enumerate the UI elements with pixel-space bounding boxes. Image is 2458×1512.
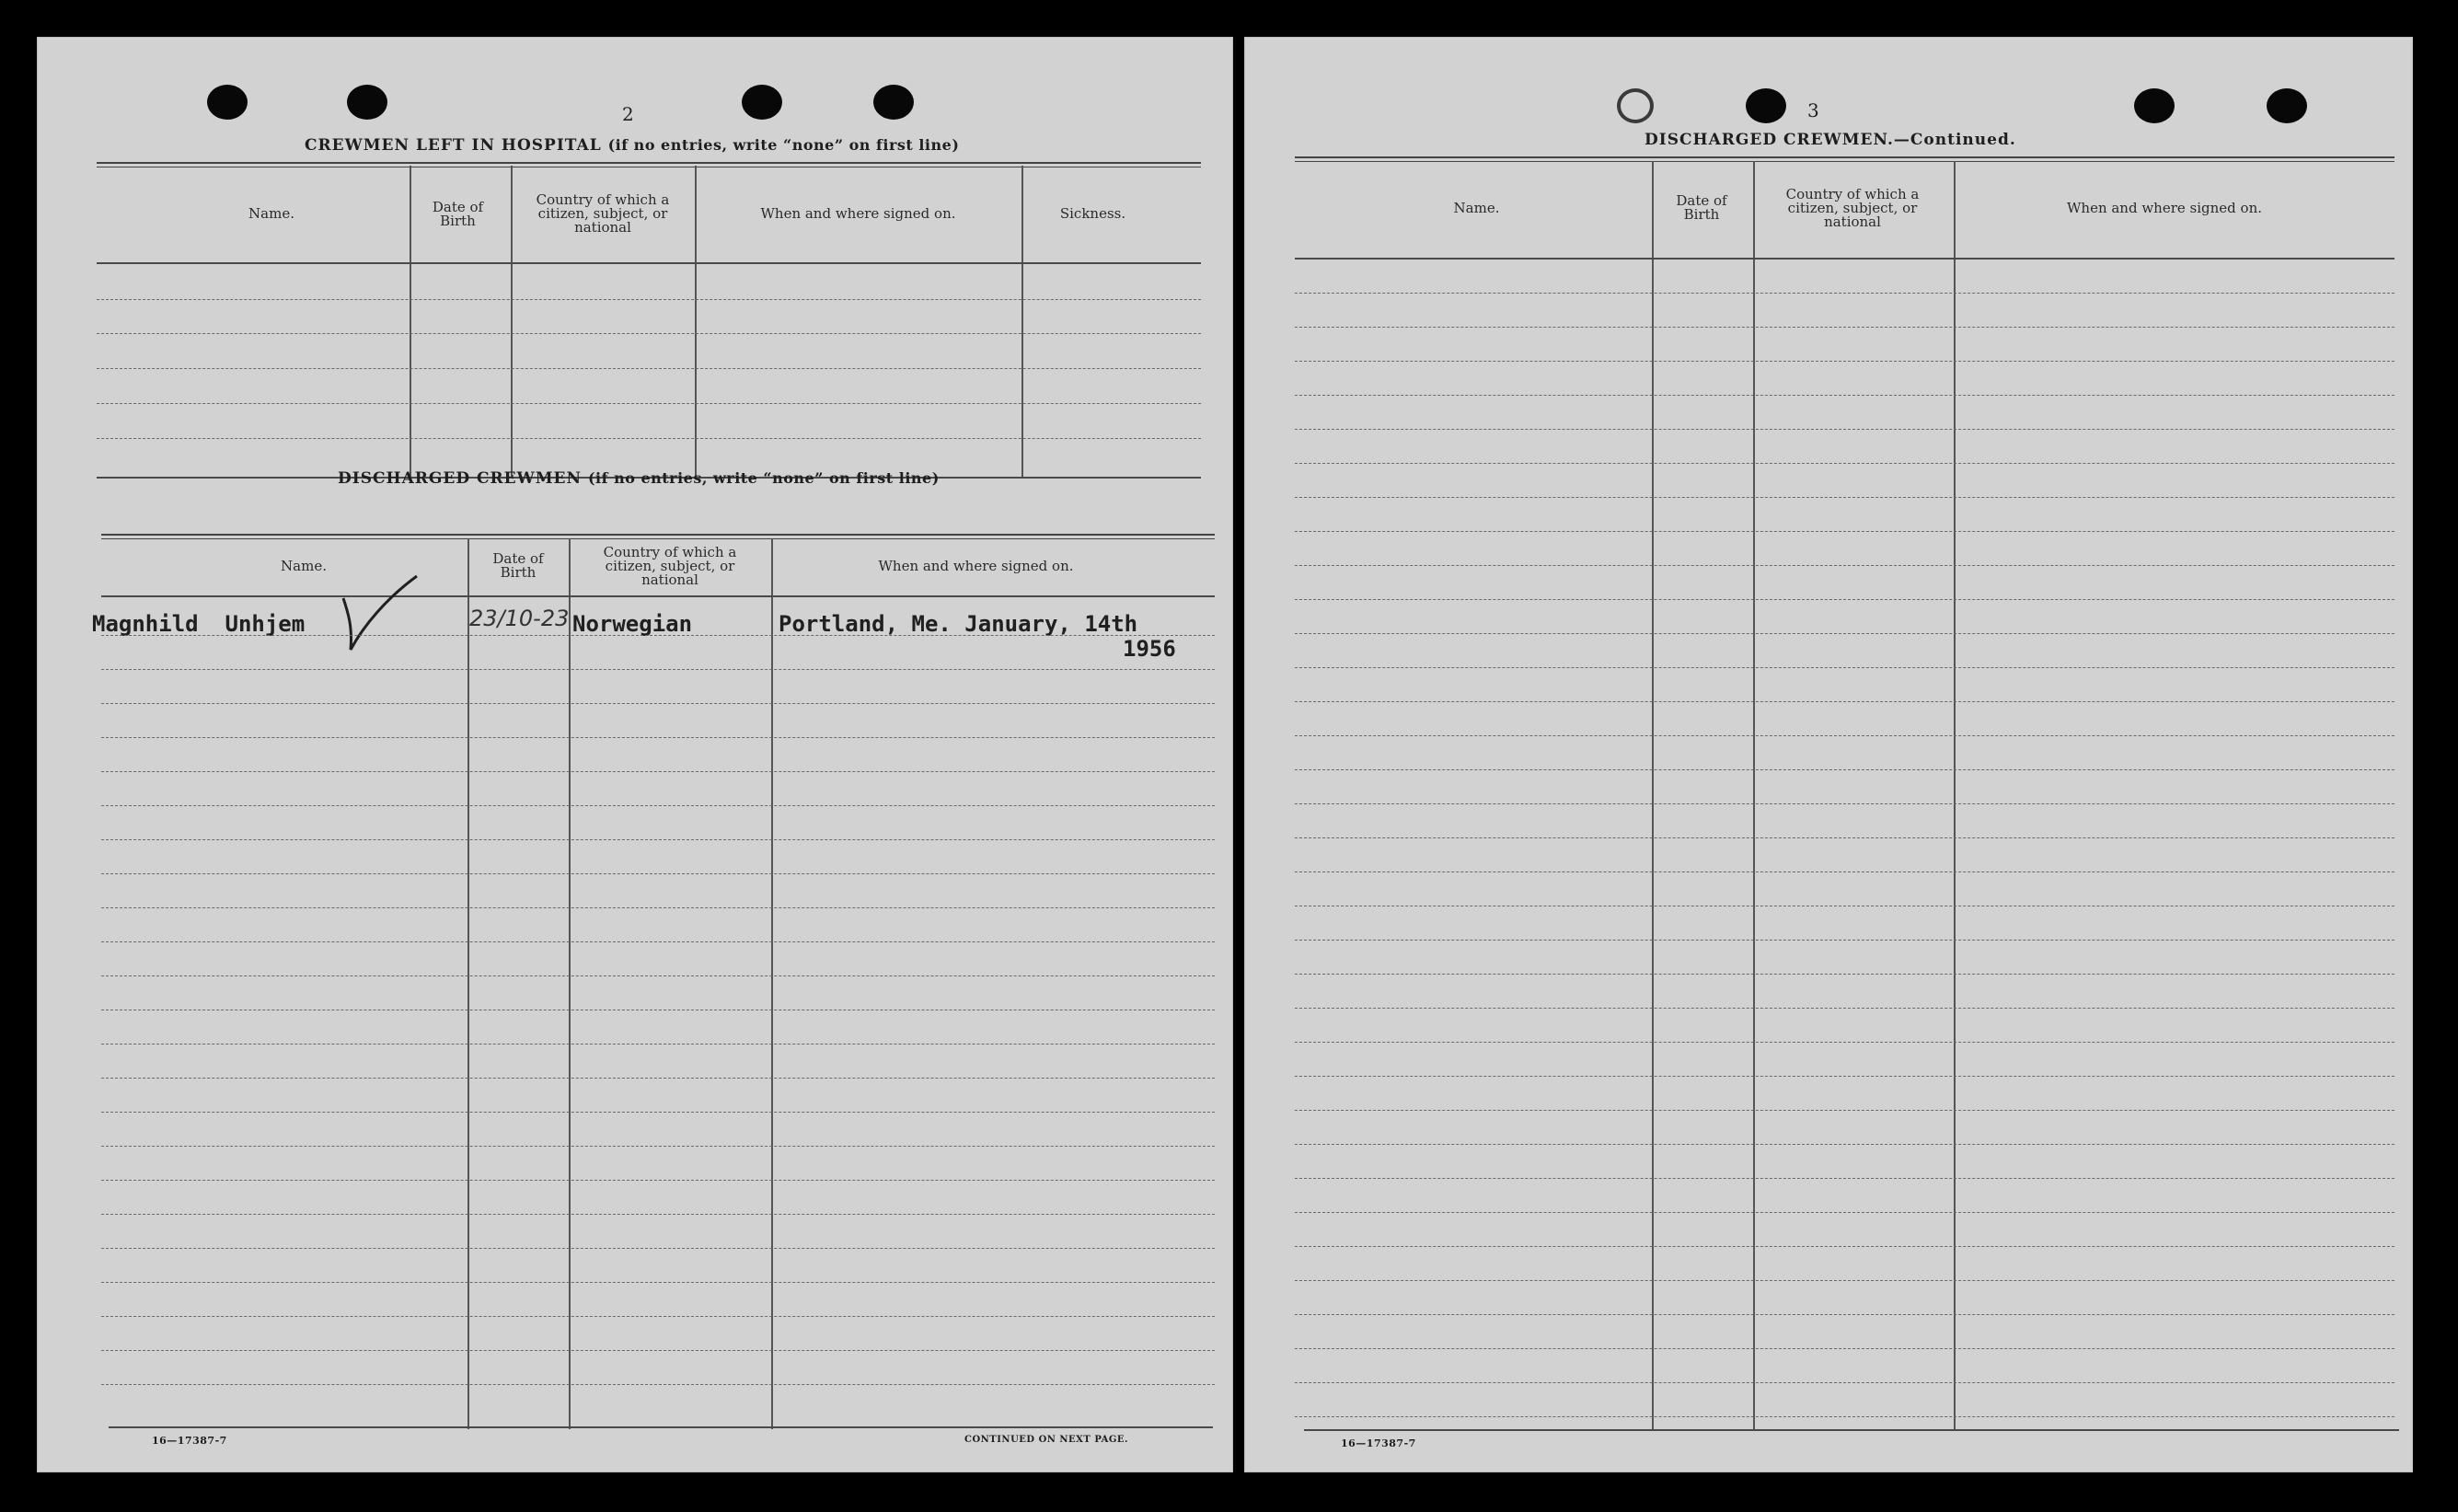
dotted-line xyxy=(1295,974,2395,975)
punch-hole xyxy=(2134,88,2175,123)
dotted-line xyxy=(101,737,1215,738)
punch-hole xyxy=(1617,88,1654,123)
hospital-note: (if no entries, write “none” on first line) xyxy=(607,136,960,154)
page-number: 2 xyxy=(622,103,634,125)
dotted-line xyxy=(1295,463,2395,464)
crewman-name: Magnhild Unhjem xyxy=(92,611,306,637)
col-divider xyxy=(1753,161,1755,1431)
dotted-line xyxy=(1295,1212,2395,1213)
hospital-section-title xyxy=(305,136,959,155)
dotted-line xyxy=(101,1214,1215,1215)
discharged-note: (if no entries, write “none” on first line) xyxy=(587,469,940,487)
discharged-section-title xyxy=(338,469,940,488)
dotted-line xyxy=(1295,1110,2395,1111)
dotted-line xyxy=(1295,497,2395,498)
form-number: 16—17387-7 xyxy=(152,1435,227,1447)
dotted-line xyxy=(97,368,1201,369)
punch-hole xyxy=(2267,88,2307,123)
discharged-col-country-label: Country of which a citizen, subject, or national xyxy=(603,543,737,588)
dotted-line xyxy=(101,975,1215,976)
dotted-line xyxy=(1295,1144,2395,1145)
col-divider xyxy=(569,538,571,1429)
col-divider xyxy=(771,538,773,1429)
hospital-col-signed: When and where signed on. xyxy=(760,205,956,222)
rule xyxy=(109,1426,1213,1428)
dotted-line xyxy=(1295,1076,2395,1077)
dotted-line xyxy=(1295,1042,2395,1043)
dotted-line xyxy=(1295,1416,2395,1417)
dotted-line xyxy=(101,669,1215,670)
dotted-line xyxy=(1295,293,2395,294)
right-col-name: Name. xyxy=(1453,199,1500,216)
col-divider xyxy=(467,538,469,1429)
discharged-col-dob-label: Date of Birth xyxy=(492,550,544,581)
hospital-col-dob-label: Date of Birth xyxy=(432,198,484,229)
dotted-line xyxy=(101,907,1215,908)
crewman-dob: 23/10-23 xyxy=(469,606,570,631)
hospital-col-country xyxy=(511,166,695,262)
dotted-line xyxy=(101,1282,1215,1283)
dotted-line xyxy=(1295,327,2395,328)
left-page xyxy=(37,37,1233,1472)
form-number: 16—17387-7 xyxy=(1341,1437,1416,1449)
dotted-line xyxy=(1295,803,2395,804)
dotted-line xyxy=(1295,429,2395,430)
dotted-line xyxy=(1295,667,2395,668)
hospital-col-sickness: Sickness. xyxy=(1059,205,1126,222)
rule xyxy=(1304,1429,2399,1431)
dotted-line xyxy=(1295,837,2395,838)
discharged-col-name: Name. xyxy=(281,557,327,574)
dotted-line xyxy=(1295,633,2395,634)
dotted-line xyxy=(1295,599,2395,600)
discharged-col-signed: When and where signed on. xyxy=(878,557,1074,574)
col-divider xyxy=(1652,161,1654,1431)
dotted-line xyxy=(101,805,1215,806)
dotted-line xyxy=(101,839,1215,840)
dotted-line xyxy=(1295,1280,2395,1281)
dotted-line xyxy=(1295,871,2395,872)
dotted-line xyxy=(101,1112,1215,1113)
dotted-line xyxy=(1295,769,2395,770)
dotted-line xyxy=(1295,1246,2395,1247)
discharged-continued-title: DISCHARGED CREWMEN.—Continued. xyxy=(1644,131,2016,149)
dotted-line xyxy=(1295,1178,2395,1179)
dotted-line xyxy=(101,1180,1215,1181)
dotted-line xyxy=(97,299,1201,300)
dotted-line xyxy=(1295,1382,2395,1383)
col-divider xyxy=(511,166,513,479)
crewman-country: Norwegian xyxy=(572,611,693,637)
dotted-line xyxy=(1295,701,2395,702)
crewman-signed-line1: Portland, Me. January, 14th xyxy=(779,611,1138,637)
right-col-dob xyxy=(1651,161,1752,255)
discharged-col-country xyxy=(569,538,771,594)
dotted-line xyxy=(1295,531,2395,532)
dotted-line xyxy=(1295,940,2395,941)
discharged-title: DISCHARGED CREWMEN xyxy=(338,469,583,488)
dotted-line xyxy=(101,1078,1215,1079)
dotted-line xyxy=(101,635,1215,636)
right-col-country-label: Country of which a citizen, subject, or national xyxy=(1785,185,1920,230)
dotted-line xyxy=(101,1350,1215,1351)
rule xyxy=(97,262,1201,264)
dotted-line xyxy=(101,771,1215,772)
right-col-country xyxy=(1752,161,1953,255)
continued-note: CONTINUED ON NEXT PAGE. xyxy=(964,1435,1129,1445)
dotted-line xyxy=(101,1316,1215,1317)
rule xyxy=(1295,258,2395,260)
dotted-line xyxy=(1295,1008,2395,1009)
dotted-line xyxy=(97,403,1201,404)
discharged-col-dob xyxy=(467,538,569,594)
right-col-dob-label: Date of Birth xyxy=(1676,192,1727,223)
col-divider xyxy=(1021,166,1023,479)
punch-hole xyxy=(873,85,914,120)
hospital-col-name: Name. xyxy=(248,205,294,222)
right-col-signed: When and where signed on. xyxy=(2066,199,2262,216)
punch-hole xyxy=(1746,88,1786,123)
check-mark-icon xyxy=(336,571,423,653)
dotted-line xyxy=(101,1384,1215,1385)
dotted-line xyxy=(101,1248,1215,1249)
col-divider xyxy=(695,166,697,479)
crewman-signed-line2: 1956 xyxy=(1123,636,1176,662)
dotted-line xyxy=(101,1044,1215,1045)
rule xyxy=(101,595,1215,597)
dotted-line xyxy=(1295,1348,2395,1349)
dotted-line xyxy=(1295,565,2395,566)
right-page xyxy=(1244,37,2413,1472)
dotted-line xyxy=(1295,1314,2395,1315)
col-divider xyxy=(1954,161,1956,1431)
dotted-line xyxy=(97,333,1201,334)
dotted-line xyxy=(101,873,1215,874)
page-number: 3 xyxy=(1807,99,1819,121)
dotted-line xyxy=(1295,735,2395,736)
dotted-line xyxy=(97,438,1201,439)
dotted-line xyxy=(101,941,1215,942)
hospital-col-dob xyxy=(410,166,506,262)
punch-hole xyxy=(207,85,248,120)
dotted-line xyxy=(101,703,1215,704)
hospital-title: CREWMEN LEFT IN HOSPITAL xyxy=(305,136,602,155)
hospital-col-country-label: Country of which a citizen, subject, or national xyxy=(536,191,670,236)
dotted-line xyxy=(101,1146,1215,1147)
punch-hole xyxy=(742,85,782,120)
col-divider xyxy=(410,166,411,479)
dotted-line xyxy=(1295,361,2395,362)
punch-hole xyxy=(347,85,387,120)
dotted-line xyxy=(1295,395,2395,396)
